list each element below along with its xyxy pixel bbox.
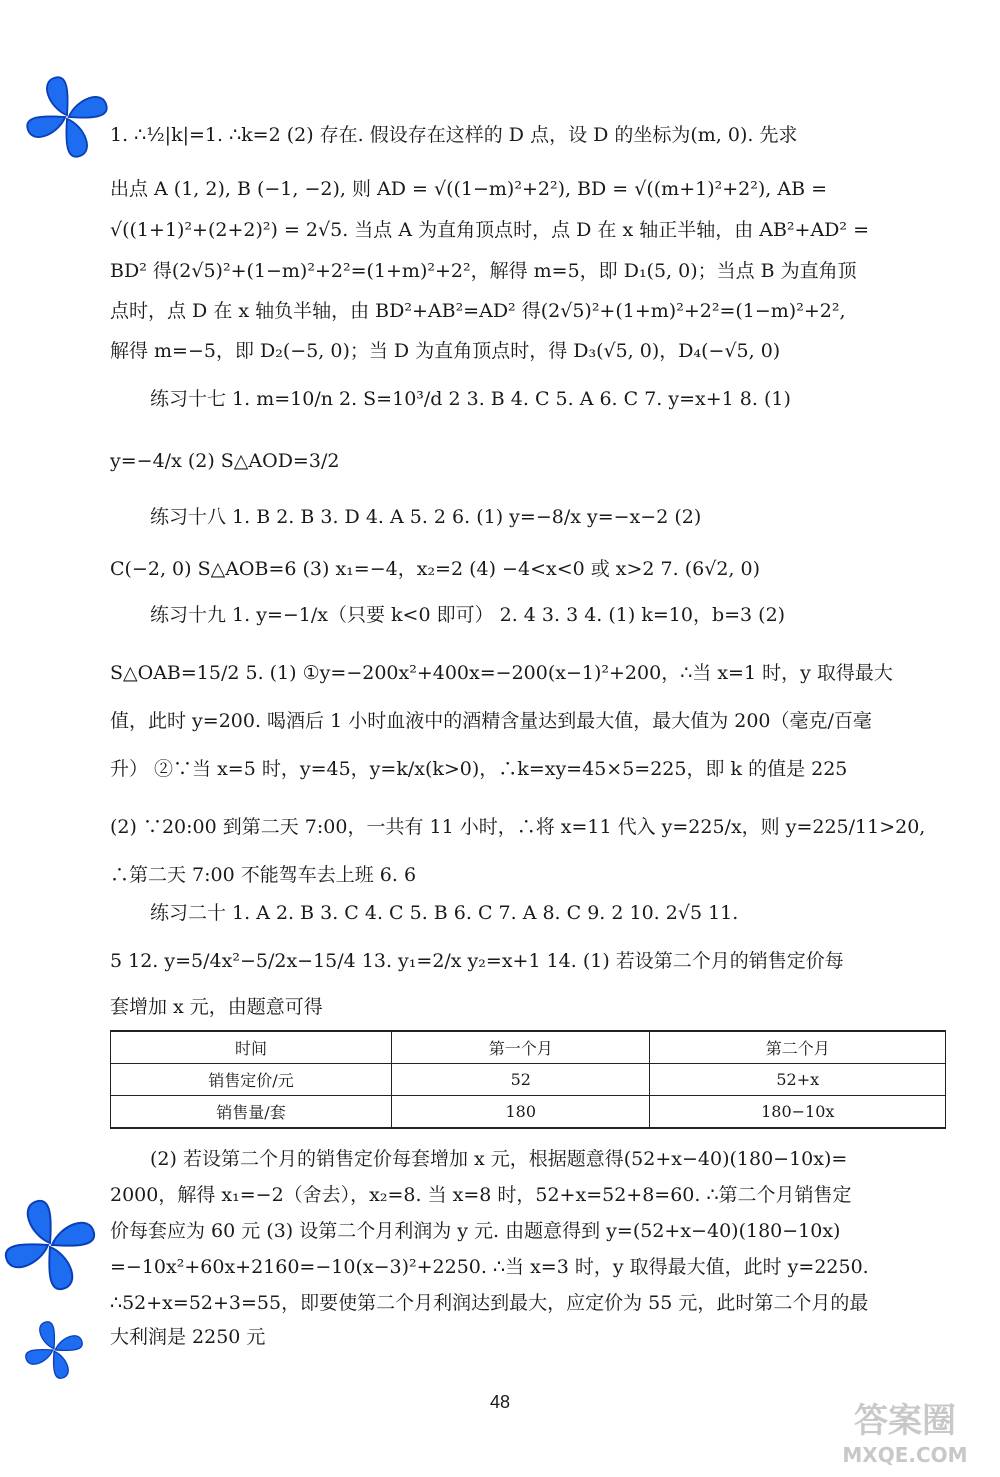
table-cell: 52+x (650, 1064, 946, 1096)
clover-icon (0, 1195, 100, 1295)
exercise-18-line: 练习十八 1. B 2. B 3. D 4. A 5. 2 6. (1) y=−8/x y=−x−2 (2) (150, 506, 702, 528)
exercise-19-line: ∴第二天 7:00 不能驾车去上班 6. 6 (110, 864, 417, 886)
table-cell: 180 (392, 1096, 650, 1129)
table-cell: 180−10x (650, 1096, 946, 1129)
watermark-url: MXQE.COM (842, 1443, 968, 1467)
exercise-19-line: (2) ∵20:00 到第二天 7:00，一共有 11 小时，∴将 x=11 代入 y=225/x，则 y=225/11>20, (110, 816, 926, 838)
exercise-20-line: 套增加 x 元，由题意可得 (110, 996, 323, 1018)
text-line: 2000，解得 x₁=−2（舍去），x₂=8. 当 x=8 时，52+x=52+8=60. ∴第二个月销售定 (110, 1184, 852, 1206)
exercise-17-line: y=−4/x (2) S△AOD=3/2 (110, 450, 340, 472)
text-line: 解得 m=−5，即 D₂(−5, 0)；当 D 为直角顶点时，得 D₃(√5, 0)，D₄(−√5, 0) (110, 340, 781, 362)
text-line: BD² 得(2√5)²+(1−m)²+2²=(1+m)²+2²，解得 m=5，即 D₁(5, 0)；当点 B 为直角顶 (110, 260, 857, 282)
table-cell: 销售定价/元 (111, 1064, 392, 1096)
page-number: 48 (489, 1392, 511, 1412)
exercise-19-line: 值，此时 y=200. 喝酒后 1 小时血液中的酒精含量达到最大值，最大值为 200（毫克/百毫 (110, 710, 872, 732)
table-header-cell: 时间 (111, 1031, 392, 1064)
table-cell: 52 (392, 1064, 650, 1096)
table-header-cell: 第一个月 (392, 1031, 650, 1064)
clover-icon (22, 72, 112, 162)
text-line: (2) 若设第二个月的销售定价每套增加 x 元，根据题意得(52+x−40)(180−10x)= (150, 1148, 848, 1170)
exercise-17-line: 练习十七 1. m=10/n 2. S=10³/d 2 3. B 4. C 5. A 6. C 7. y=x+1 8. (1) (150, 388, 791, 410)
watermark-logo (830, 1390, 980, 1470)
text-line: ∴52+x=52+3=55，即要使第二个月利润达到最大，应定价为 55 元，此时第二个月的最 (110, 1292, 869, 1314)
exercise-19-line: 升） ②∵当 x=5 时，y=45，y=k/x(k>0)，∴k=xy=45×5=225，即 k 的值是 225 (110, 758, 848, 780)
table-row (111, 1096, 946, 1129)
text-line: 大利润是 2250 元 (110, 1326, 266, 1348)
text-line: 价每套应为 60 元 (3) 设第二个月利润为 y 元. 由题意得到 y=(52+x−40)(180−10x) (110, 1220, 841, 1242)
text-line: 出点 A (1, 2), B (−1, −2), 则 AD = √((1−m)²+2²), BD = √((m+1)²+2²), AB = (110, 178, 827, 200)
exercise-18-line: C(−2, 0) S△AOB=6 (3) x₁=−4，x₂=2 (4) −4<x<0 或 x>2 7. (6√2, 0) (110, 558, 760, 580)
exercise-20-line: 5 12. y=5/4x²−5/2x−15/4 13. y₁=2/x y₂=x+1 14. (1) 若设第二个月的销售定价每 (110, 950, 844, 972)
text-line: √((1+1)²+(2+2)²) = 2√5. 当点 A 为直角顶点时，点 D 在 x 轴正半轴，由 AB²+AD² = (110, 219, 869, 241)
text-line: =−10x²+60x+2160=−10(x−3)²+2250. ∴当 x=3 时，y 取得最大值，此时 y=2250. (110, 1256, 869, 1278)
table-header-cell: 第二个月 (650, 1031, 946, 1064)
sales-table (110, 1030, 946, 1129)
table-row (111, 1064, 946, 1096)
table-header-row (111, 1031, 946, 1064)
text-line: 1. ∴½|k|=1. ∴k=2 (2) 存在. 假设存在这样的 D 点，设 D 的坐标为(m, 0). 先求 (110, 124, 798, 146)
table-cell: 销售量/套 (111, 1096, 392, 1129)
exercise-20-line: 练习二十 1. A 2. B 3. C 4. C 5. B 6. C 7. A 8. C 9. 2 10. 2√5 11. (150, 902, 739, 924)
watermark-text: 答案圈 (854, 1401, 956, 1441)
exercise-19-line: 练习十九 1. y=−1/x（只要 k<0 即可） 2. 4 3. 3 4. (1) k=10，b=3 (2) (150, 604, 786, 626)
exercise-19-line: S△OAB=15/2 5. (1) ①y=−200x²+400x=−200(x−1)²+200，∴当 x=1 时，y 取得最大 (110, 662, 893, 684)
text-line: 点时，点 D 在 x 轴负半轴，由 BD²+AB²=AD² 得(2√5)²+(1+m)²+2²=(1−m)²+2², (110, 300, 846, 322)
clover-icon (22, 1318, 86, 1382)
